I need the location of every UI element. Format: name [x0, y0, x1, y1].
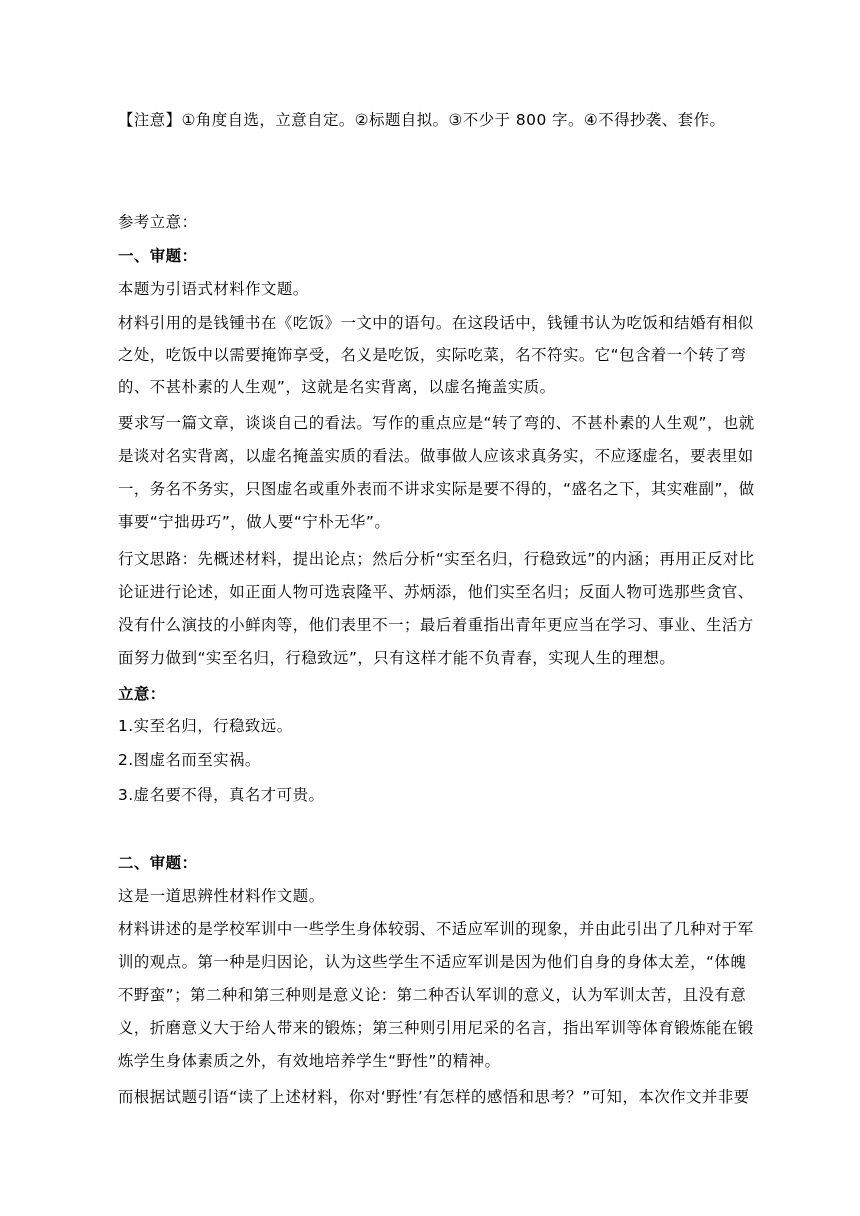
- section2-para1-line: 不野蛮”；第二种和第三种则是意义论：第二种否认军训的意义，认为军训太苦，且没有意: [118, 986, 747, 1004]
- section1-intro: 本题为引语式材料作文题。: [118, 280, 309, 298]
- section1-para3-line: 论证进行论述，如正面人物可选袁隆平、苏炳添，他们实至名归；反面人物可选那些贪官、: [118, 583, 754, 601]
- section1-heading: 一、审题：: [118, 247, 198, 265]
- section1-para2-line: 一，务名不务实，只图虚名或重外表而不讲求实际是要不得的，“盛名之下，其实难副”，做: [118, 480, 755, 498]
- reference-label: 参考立意：: [118, 213, 198, 231]
- section1-para1-line: 之处，吃饭中以需要掩饰享受，名义是吃饭，实际吃菜，名不符实。它“包含着一个转了弯: [118, 346, 747, 364]
- section1-para2-line: 要求写一篇文章，谈谈自己的看法。写作的重点应是“转了弯的、不甚朴素的人生观”，也就: [118, 414, 755, 432]
- section1-para2-line: 事要“宁拙毋巧”，做人要“宁朴无华”。: [118, 513, 391, 531]
- section1-para3-line: 面努力做到“实至名归，行稳致远”，只有这样才能不负青春，实现人生的理想。: [118, 649, 676, 667]
- section1-idea-item: 3.虚名要不得，真名才可贵。: [118, 786, 325, 804]
- section2-para1-line: 训的观点。第一种是归因论，认为这些学生不适应军训是因为他们自身的身体太差，“体魄: [118, 953, 747, 971]
- section2-heading: 二、审题：: [118, 854, 198, 872]
- notice-line: 【注意】①角度自选，立意自定。②标题自拟。③不少于 800 字。④不得抄袭、套作。: [118, 111, 726, 129]
- section2-para1-line: 材料讲述的是学校军训中一些学生身体较弱、不适应军训的现象，并由此引出了几种对于军: [118, 920, 754, 938]
- section1-ideas-heading: 立意：: [118, 685, 166, 703]
- section1-para2-line: 是谈对名实背离，以虚名掩盖实质的看法。做事做人应该求真务实，不应逐虚名，要表里如: [118, 447, 754, 465]
- section1-para3-line: 没有什么演技的小鲜肉等，他们表里不一；最后着重指出青年更应当在学习、事业、生活方: [118, 616, 754, 634]
- section2-para2-line: 而根据试题引语“读了上述材料，你对‘野性’有怎样的感悟和思考？”可知，本次作文并非要: [118, 1088, 750, 1106]
- section2-para1-line: 炼学生身体素质之外，有效地培养学生“野性”的精神。: [118, 1052, 501, 1070]
- section1-para1-line: 材料引用的是钱锺书在《吃饭》一文中的语句。在这段话中，钱锺书认为吃饭和结婚有相似: [118, 314, 754, 332]
- section1-para1-line: 的、不甚朴素的人生观”，这就是名实背离，以虚名掩盖实质。: [118, 378, 556, 396]
- section2-intro: 这是一道思辨性材料作文题。: [118, 887, 325, 905]
- section1-idea-item: 2.图虚名而至实祸。: [118, 751, 261, 769]
- section2-para1-line: 义，折磨意义大于给人带来的锻炼；第三种则引用尼采的名言，指出军训等体育锻炼能在锻: [118, 1019, 754, 1037]
- section1-idea-item: 1.实至名归，行稳致远。: [118, 717, 293, 735]
- section1-para3-line: 行文思路：先概述材料，提出论点；然后分析“实至名归，行稳致远”的内涵；再用正反对比: [118, 550, 755, 568]
